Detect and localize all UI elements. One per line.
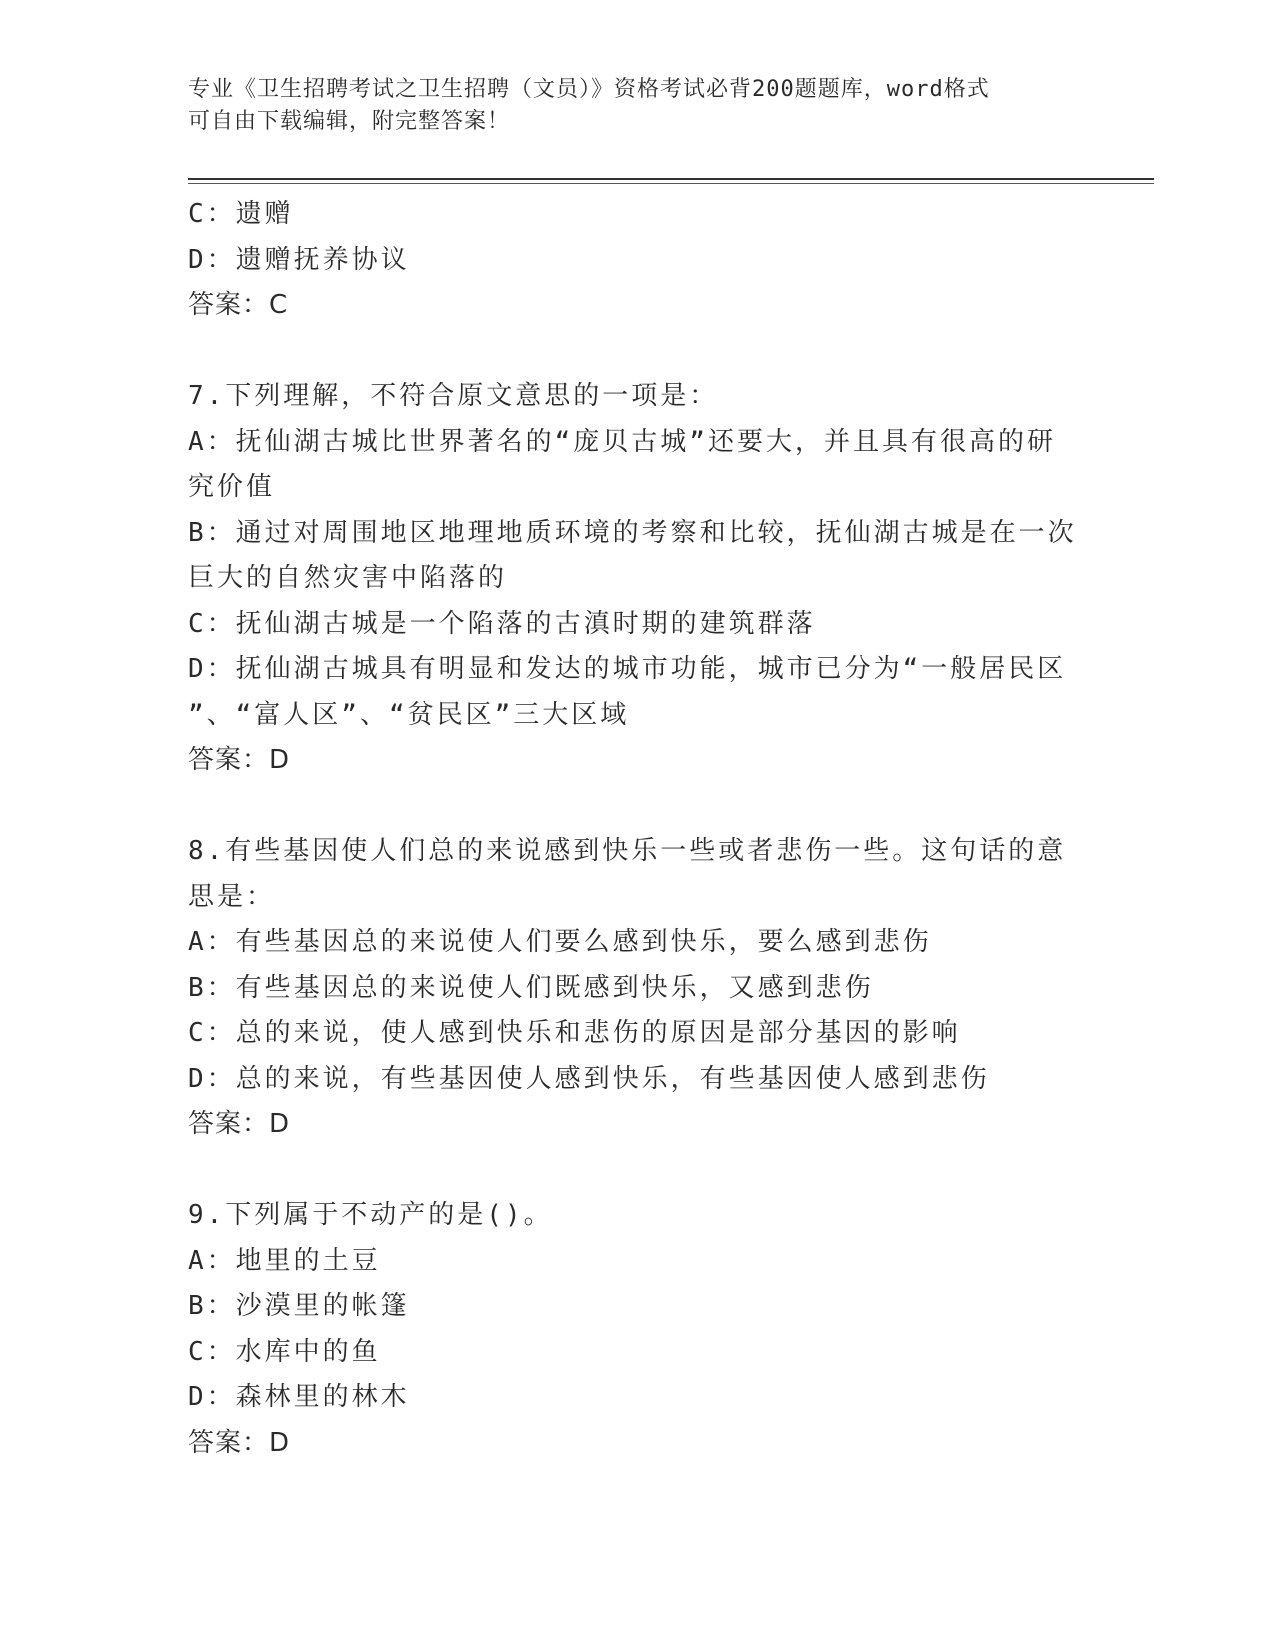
option-d: D：遗赠抚养协议	[188, 244, 410, 275]
option-a: A：抚仙湖古城比世界著名的“庞贝古城”还要大，并且具有很高的研	[188, 426, 1056, 457]
header-line-2: 可自由下载编辑，附完整答案！	[188, 109, 511, 134]
question-8	[188, 829, 1088, 1148]
header-line-1: 专业《卫生招聘考试之卫生招聘（文员）》资格考试必背200题题库，word格式	[188, 77, 990, 102]
question-stem-continued: 思是：	[188, 881, 276, 912]
answer-line: 答案：C	[188, 290, 289, 320]
partial-question	[188, 192, 1088, 329]
option-b: B：沙漠里的帐篷	[188, 1291, 410, 1321]
question-7	[188, 374, 1088, 784]
header-divider-thin	[188, 183, 1154, 184]
question-stem: 9.下列属于不动产的是()。	[188, 1200, 553, 1230]
document-header	[188, 74, 1068, 138]
spacer	[188, 784, 1088, 830]
question-list	[188, 192, 1088, 1466]
answer-line: 答案：D	[188, 745, 291, 775]
option-c: C：抚仙湖古城是一个陷落的古滇时期的建筑群落	[188, 608, 816, 639]
option-d: D：抚仙湖古城具有明显和发达的城市功能，城市已分为“一般居民区	[188, 654, 1067, 684]
option-b-continued: 巨大的自然灾害中陷落的	[188, 563, 508, 593]
question-stem: 8.有些基因使人们总的来说感到快乐一些或者悲伤一些。这句话的意	[188, 836, 1067, 866]
option-b: B：通过对周围地区地理地质环境的考察和比较，抚仙湖古城是在一次	[188, 517, 1077, 548]
header-divider-thick	[188, 178, 1154, 180]
question-stem: 7.下列理解，不符合原文意思的一项是：	[188, 381, 719, 411]
option-a: A：地里的土豆	[188, 1245, 381, 1276]
question-9	[188, 1193, 1088, 1466]
option-c: C：水库中的鱼	[188, 1336, 381, 1367]
answer-line: 答案：D	[188, 1427, 291, 1458]
spacer	[188, 1148, 1088, 1194]
option-a: A：有些基因总的来说使人们要么感到快乐，要么感到悲伤	[188, 927, 932, 957]
answer-line: 答案：D	[188, 1109, 291, 1139]
option-d: D：森林里的林木	[188, 1382, 410, 1412]
option-a-continued: 究价值	[188, 472, 276, 502]
option-c: C：遗赠	[188, 199, 294, 229]
option-d: D：总的来说，有些基因使人感到快乐，有些基因使人感到悲伤	[188, 1063, 990, 1094]
option-d-continued: ”、“富人区”、“贫民区”三大区域	[188, 699, 630, 730]
option-b: B：有些基因总的来说使人们既感到快乐，又感到悲伤	[188, 972, 874, 1003]
spacer	[188, 329, 1088, 375]
option-c: C：总的来说，使人感到快乐和悲伤的原因是部分基因的影响	[188, 1018, 961, 1048]
